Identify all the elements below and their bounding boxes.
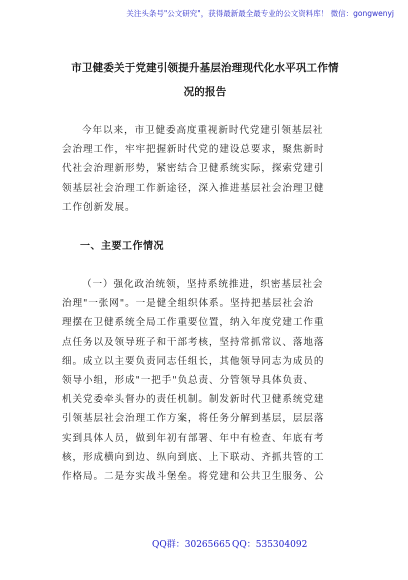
text-line: 今年以来，市卫健委高度重视新时代党建引领基层社 xyxy=(82,125,324,136)
body-paragraph xyxy=(62,275,352,486)
text-line: 代社会治理新形势，紧密结合卫健系统实际，探索党建引 xyxy=(62,163,325,175)
text-line: 细。成立以主要负责同志任组长，其他领导同志为成员的 xyxy=(62,355,325,367)
text-line: 会治理工作，牢牢把握新时代党的建设总要求，聚焦新时 xyxy=(62,144,325,156)
title-line: 况的报告 xyxy=(183,86,227,98)
header-note: 关注头条号"公文研究"，获得最新最全最专业的公文资料库！ 微信：gongwenyj xyxy=(126,9,394,18)
text-line: 治理"一张网"。一是健全组织体系。坚持把基层社会治 xyxy=(62,298,314,310)
intro-paragraph xyxy=(62,121,352,217)
document-title xyxy=(40,56,370,104)
text-line: 引领基层社会治理工作方案，将任务分解到基层，层层落 xyxy=(62,413,325,425)
text-line: （一）强化政治统领，坚持系统推进，织密基层社会 xyxy=(82,279,324,290)
footer-qq-group: QQ群：30265665 xyxy=(152,540,231,550)
footer-qq-number: QQ：535304092 xyxy=(232,540,308,550)
text-line: 领导小组，形成"一把手"负总责、分管领导具体负责、 xyxy=(62,375,314,387)
text-line: 工作创新发展。 xyxy=(62,201,136,213)
text-line: 理摆在卫健系统全局工作重要位置，纳入年度党建工作重 xyxy=(62,317,325,329)
text-line: 作格局。二是夯实战斗堡垒。将党建和公共卫生服务、公 xyxy=(62,471,325,483)
text-line: 点任务以及领导班子和干部考核，坚持常抓常议、落地落 xyxy=(62,336,325,348)
section-heading: 一、主要工作情况 xyxy=(80,241,164,252)
text-line: 实到具体人员，做到年初有部署、年中有检查、年底有考 xyxy=(62,432,325,444)
footer xyxy=(0,537,408,553)
text-line: 领基层社会治理工作新途径，深入推进基层社会治理卫健 xyxy=(62,182,325,194)
text-line: 核，形成横向到边、纵向到底、上下联动、齐抓共管的工 xyxy=(62,451,325,463)
title-line: 市卫健委关于党建引领提升基层治理现代化水平巩工作情 xyxy=(71,62,339,74)
text-line: 机关党委牵头督办的责任机制。制发新时代卫健系统党建 xyxy=(62,394,325,406)
